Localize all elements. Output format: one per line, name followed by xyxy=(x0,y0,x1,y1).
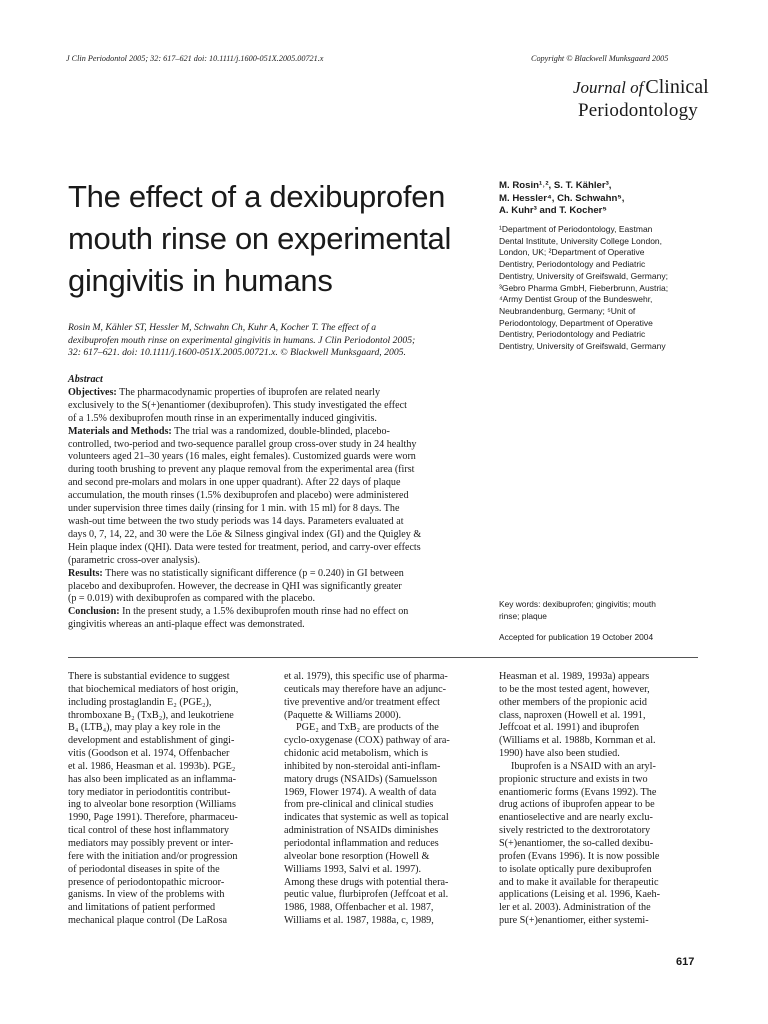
citation-line: Rosin M, Kähler ST, Hessler M, Schwahn Ch, Kuhr A, Kocher T. The effect of a xyxy=(68,322,377,333)
body-line: 1990, Page 1991). Therefore, pharmaceu- xyxy=(68,812,238,824)
body-line: cyclo-oxygenase (COX) pathway of ara- xyxy=(284,735,450,747)
body-line: ing to alveolar bone resorption (Williams xyxy=(68,799,236,811)
body-line: ganisms. In view of the problems with xyxy=(68,889,225,901)
body-line: Williams 1993, Salvi et al. 1997). xyxy=(284,863,422,875)
affiliation-line: Periodontology, Department of Operative xyxy=(499,317,653,328)
abstract-line: volunteers aged 21–30 years (16 males, eight females). Customized guards were worn xyxy=(68,451,416,463)
body-line: et al. 1979), this specific use of pharma- xyxy=(284,671,448,682)
body-line: to be the most tested agent, however, xyxy=(499,683,650,695)
body-line: Heasman et al. 1989, 1993a) appears xyxy=(499,671,650,682)
body-line: There is substantial evidence to suggest xyxy=(68,671,230,682)
keywords xyxy=(499,599,709,622)
body-line: to isolate optically pure dexibuprofen xyxy=(499,863,652,875)
affiliations xyxy=(499,224,714,353)
body-line: presence of periodontopathic microor- xyxy=(68,876,225,888)
body-line: alveolar bone resorption (Howell & xyxy=(284,850,430,862)
abstract-line: during tooth brushing to prevent any plaque removal from the experimental area (first xyxy=(68,464,415,476)
body-line: and to make it available for therapeutic xyxy=(499,876,659,888)
body-line: B₄ (LTB₄), may play a key role in the xyxy=(68,722,221,734)
affiliation-line: ⁴Army Dentist Group of the Bundeswehr, xyxy=(499,294,653,305)
page-number: 617 xyxy=(676,956,695,968)
abstract-line: placebo and dexibuprofen. However, the decrease in QHI was significantly greater xyxy=(68,580,402,592)
body-line: 1990) have also been studied. xyxy=(499,748,620,760)
affiliation-line: ¹Department of Periodontology, Eastman xyxy=(499,224,653,234)
running-header-citation: J Clin Periodontol 2005; 32: 617–621 doi: 10.1111/j.1600-051X.2005.00721.x xyxy=(66,54,324,63)
body-line: sively restricted to the dextrorotatory xyxy=(499,825,651,837)
body-line: mediators may possibly prevent or inter- xyxy=(68,837,234,849)
body-line: inhibited by non-steroidal anti-inflam- xyxy=(284,760,441,772)
body-line: tive preventive and/or treatment effect xyxy=(284,696,440,708)
body-line: Williams et al. 1987, 1988a, c, 1989, xyxy=(284,915,434,927)
abstract-line: exclusively to the S(+)enantiomer (dexibuprofen). This study investigated the effect xyxy=(68,399,407,411)
body-line: mechanical plaque control (De LaRosa xyxy=(68,915,227,927)
results-label: Results: xyxy=(68,567,103,579)
abstract-text: There was no statistically significant difference (p = 0.240) in GI between xyxy=(102,567,404,579)
abstract-line: and second pre-molars and molars in one upper quadrant). After 22 days of plaque xyxy=(68,477,401,489)
body-line: et al. 1986, Heasman et al. 1993b). PGE₂ xyxy=(68,760,236,772)
abstract-line: (parametric cross-over analysis). xyxy=(68,554,201,566)
body-line: Jeffcoat et al. 1991) and ibuprofen xyxy=(499,722,640,734)
body-line: matory drugs (NSAIDs) (Samuelsson xyxy=(284,773,438,785)
keywords-line: Key words: dexibuprofen; gingivitis; mouth xyxy=(499,599,656,609)
body-line: that biochemical mediators of host origin, xyxy=(68,683,239,695)
journal-logo xyxy=(573,76,709,128)
body-line: fere with the initiation and/or progression xyxy=(68,850,238,862)
abstract-line xyxy=(68,606,488,619)
article-title xyxy=(68,176,478,302)
citation-block xyxy=(68,322,483,360)
abstract-line: controlled, two-period and two-sequence parallel group cross-over study in 24 healthy xyxy=(68,438,417,450)
abstract-text: The trial was a randomized, double-blinded, placebo- xyxy=(171,425,390,437)
abstract-line: of a 1.5% dexibuprofen mouth rinse in an experimentally induced gingivitis. xyxy=(68,412,377,424)
body-line: class, naproxen (Howell et al. 1991, xyxy=(499,709,646,721)
abstract-line xyxy=(68,426,488,439)
body-line: pure S(+)enantiomer, either systemi- xyxy=(499,915,649,927)
affiliation-line: Neubrandenburg, Germany; ⁵Unit of xyxy=(499,305,636,316)
title-line: gingivitis in humans xyxy=(68,263,333,298)
body-line: 1986, 1988, Offenbacher et al. 1987, xyxy=(284,902,434,914)
body-line: from pre-clinical and clinical studies xyxy=(284,799,434,811)
body-line: tical control of these host inflammatory xyxy=(68,825,229,837)
body-line: ler et al. 2003). Administration of the xyxy=(499,902,651,914)
body-line: PGE₂ and TxB₂ are products of the xyxy=(296,722,439,734)
affiliation-line: Dental Institute, University College London, xyxy=(499,235,663,246)
body-line: administration of NSAIDs diminishes xyxy=(284,825,439,837)
author-line: M. Rosin¹˒², S. T. Kähler³, xyxy=(499,180,612,191)
body-line: S(+)enantiomer, the so-called dexibu- xyxy=(499,837,654,849)
body-line: Ibuprofen is a NSAID with an aryl- xyxy=(511,760,656,772)
author-line: M. Hessler⁴, Ch. Schwahn⁵, xyxy=(499,192,625,204)
logo-line1: Journal of xyxy=(573,78,644,97)
body-line: other members of the propionic acid xyxy=(499,696,647,708)
body-line: 1969, Flower 1974). A wealth of data xyxy=(284,786,437,798)
abstract-text: In the present study, a 1.5% dexibuprofen mouth rinse had no effect on xyxy=(119,606,409,618)
body-line: profen (Evans 1996). It is now possible xyxy=(499,850,660,862)
body-line: chidonic acid metabolism, which is xyxy=(284,748,429,760)
body-line: enantioselective and are nearly exclu- xyxy=(499,812,653,824)
title-line: mouth rinse on experimental xyxy=(68,221,452,256)
abstract-line: days 0, 7, 14, 22, and 30 were the Löe & Silness gingival index (GI) and the Quigley & xyxy=(68,528,422,540)
body-line: vitis (Goodson et al. 1974, Offenbacher xyxy=(68,748,230,760)
section-divider xyxy=(68,657,698,658)
affiliation-line: Dentistry, Periodontology and Pediatric xyxy=(499,259,646,270)
abstract-line: Hein plaque index (QHI). Data were tested for treatment, period, and carry-over effects xyxy=(68,541,421,553)
affiliation-line: Dentistry, University of Greifswald, Germany; xyxy=(499,270,668,281)
copyright-notice: Copyright © Blackwell Munksgaard 2005 xyxy=(531,54,669,63)
body-line: indicates that systemic as well as topical xyxy=(284,812,449,824)
objectives-label: Objectives: xyxy=(68,386,117,398)
body-line: peutic value, flurbiprofen (Jeffcoat et al. xyxy=(284,889,449,901)
body-line: tory mediator in periodontitis contribut- xyxy=(68,786,231,798)
body-line: enantiomeric forms (Evans 1992). The xyxy=(499,786,657,798)
body-column-3 xyxy=(499,671,696,928)
author-line: A. Kuhr³ and T. Kocher⁵ xyxy=(499,205,607,216)
keywords-line: rinse; plaque xyxy=(499,610,547,621)
accepted-date: Accepted for publication 19 October 2004 xyxy=(499,632,654,642)
body-line: (Williams et al. 1988b, Kornman et al. xyxy=(499,735,656,747)
logo-line1-big: Clinical xyxy=(645,76,709,98)
abstract-line: accumulation, the mouth rinses (1.5% dexibuprofen and placebo) were administered xyxy=(68,490,409,502)
affiliation-line: Dentistry, Periodontology and Pediatric xyxy=(499,329,646,340)
body-column-2 xyxy=(284,671,481,928)
body-line: and limitations of patient performed xyxy=(68,902,216,914)
body-line: has also been implicated as an inflamma- xyxy=(68,773,237,785)
body-line: ceuticals may therefore have an adjunc- xyxy=(284,683,447,695)
abstract-text: The pharmacodynamic properties of ibuprofen are related nearly xyxy=(116,386,381,398)
abstract-line: wash-out time between the two study periods was 14 days. Parameters evaluated at xyxy=(68,515,404,527)
abstract-line xyxy=(68,387,488,400)
body-line: applications (Leising et al. 1996, Kaeh- xyxy=(499,889,660,901)
affiliation-line: ³Gebro Pharma GmbH, Fieberbrunn, Austria; xyxy=(499,282,669,293)
title-line: The effect of a dexibuprofen xyxy=(68,179,446,214)
body-line: of periodontal diseases in spite of the xyxy=(68,863,220,875)
abstract-line: gingivitis whereas an anti-plaque effect was demonstrated. xyxy=(68,619,305,631)
citation-line: 32: 617–621. doi: 10.1111/j.1600-051X.2005.00721.x. © Blackwell Munksgaard, 2005. xyxy=(68,347,406,359)
logo-line2: Periodontology xyxy=(578,100,698,121)
body-line: Among these drugs with potential thera- xyxy=(284,876,449,888)
body-line: including prostaglandin E₂ (PGE₂), xyxy=(68,696,212,708)
body-line: thromboxane B₂ (TxB₂), and leukotriene xyxy=(68,709,234,721)
methods-label: Materials and Methods: xyxy=(68,425,172,437)
citation-line: dexibuprofen mouth rinse on experimental gingivitis in humans. J Clin Periodontol 2005; xyxy=(68,334,416,346)
author-list xyxy=(499,180,709,218)
body-line: (Paquette & Williams 2000). xyxy=(284,709,402,721)
body-line: propionic structure and exists in two xyxy=(499,773,648,785)
conclusion-label: Conclusion: xyxy=(68,606,120,618)
body-line: periodontal inflammation and reduces xyxy=(284,837,439,849)
body-line: drug actions of ibuprofen appear to be xyxy=(499,799,655,811)
affiliation-line: Dentistry, University of Greifswald, Germany xyxy=(499,341,666,352)
abstract-line: under supervision three times daily (rinsing for 1 min. with 15 ml) for 8 days. The xyxy=(68,503,400,515)
abstract xyxy=(68,374,488,632)
abstract-heading: Abstract xyxy=(68,374,103,385)
body-column-1 xyxy=(68,671,265,928)
abstract-line: (p = 0.019) with dexibuprofen as compared with the placebo. xyxy=(68,593,316,605)
affiliation-line: London, UK; ²Department of Operative xyxy=(499,247,645,258)
abstract-line xyxy=(68,568,488,581)
body-line: development and establishment of gingi- xyxy=(68,735,235,747)
